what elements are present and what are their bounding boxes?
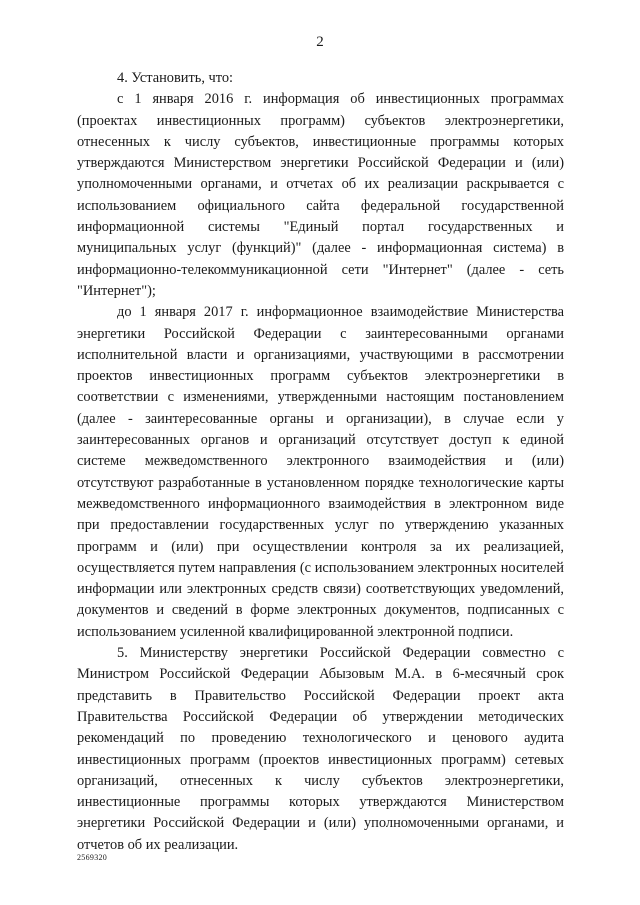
paragraph-2016-disclosure: с 1 января 2016 г. информация об инвестиционных программах (проектах инвестиционных программ) субъектов электроэнергетики, отнесенных к числу субъектов, инвестиционные программы которых утверждаются Министерством энергетики Российской Федерации и (или) уполномоченными органами, и отчетах об их реализации раскрывается с использованием официального сайта федеральной государственной информационной системы "Единый портал государственных и муниципальных услуг (функций)" (далее - информационная система) в информационно-телекоммуникационной сети "Интернет" (далее - сеть "Интернет"); <box>77 91 564 299</box>
document-body <box>77 68 564 856</box>
paragraph-2017-interaction: до 1 января 2017 г. информационное взаимодействие Министерства энергетики Российской Федерации с заинтересованными органами исполнительной власти и организациями, участвующими в рассмотрении проектов инвестиционных программ субъектов электроэнергетики в соответствии с изменениями, утвержденными настоящим постановлением (далее - заинтересованные органы и организации), в случае если у заинтересованных органов и организаций отсутствует доступ к единой системе межведомственного электронного взаимодействия и (или) отсутствуют разработанные в установленном порядке технологические карты межведомственного информационного взаимодействия в электронном виде при предоставлении государственных услуг по утверждению указанных программ и (или) при осуществлении контроля за их реализацией, осуществляется путем направления (с использованием электронных носителей информации или электронных средств связи) соответствующих уведомлений, документов и сведений в форме электронных документов, подписанных с использованием усиленной квалифицированной электронной подписи. <box>77 304 564 640</box>
document-code: 2569320 <box>77 853 108 862</box>
paragraph-4-heading: 4. Установить, что: <box>117 70 234 86</box>
page-number: 2 <box>316 34 324 50</box>
paragraph-5-ministry-task: 5. Министерству энергетики Российской Федерации совместно с Министром Российской Федерации Абызовым М.А. в 6-месячный срок представить в Правительство Российской Федерации проект акта Правительства Российской Федерации об утверждении методических рекомендаций по проведению технологического и ценового аудита инвестиционных программ (проектов инвестиционных программ) сетевых организаций, отнесенных к числу субъектов электроэнергетики, инвестиционные программы которых утверждаются Министерством энергетики Российской Федерации и (или) уполномоченными органами, и отчетов об их реализации. <box>77 645 564 853</box>
